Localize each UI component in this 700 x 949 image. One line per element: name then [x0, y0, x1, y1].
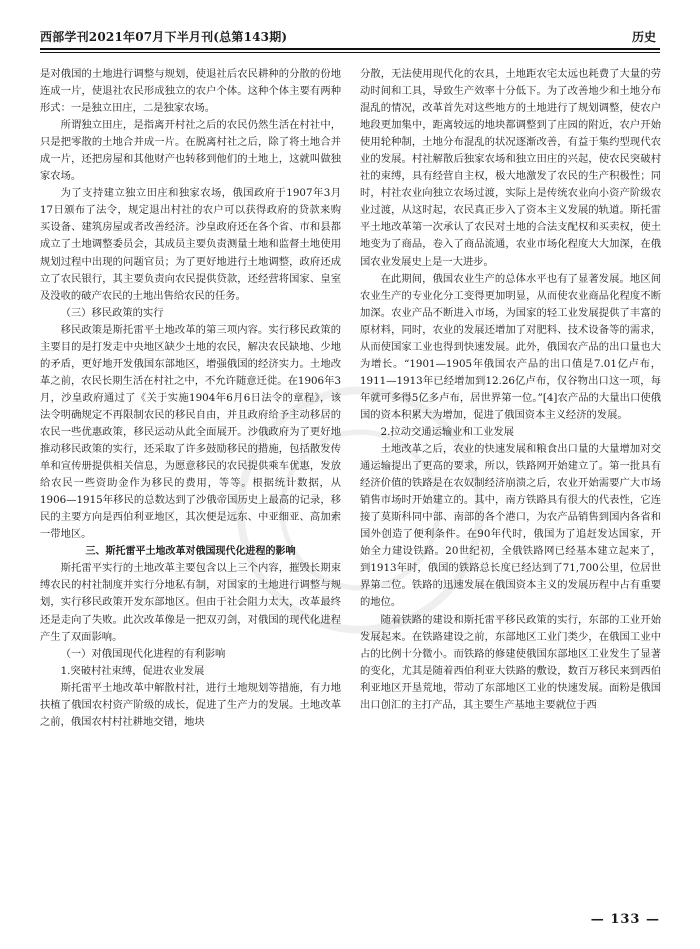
paragraph: 移民政策是斯托雷平土地改革的第三项内容。实行移民政策的主要目的是打发走中央地区缺少土地的农民，解决农民缺地、少地的矛盾，更好地开发俄国东部地区，增强俄国的经济实力。土地改革之前，农民长期生活在村社之中，不允许随意迁徙。在1906年3月，沙皇政府通过了《关于实施1904年6月6日法令的章程》，该法令明确规定不再限制农民的移民自由，并且政府给予主动移居的农民一些优惠政策，移民运动从此全面展开。沙俄政府为了更好地推动移民政策的实行，还采取了许多鼓励移民的措施，包括散发传单和宣传册提供相关信息，为愿意移民的农民提供乘车优惠，发放给农民一些资助金作为移民的费用，等等。根据统计数据，从1906—1915年移民的总数达到了沙俄帝国历史上最高的记录，移民的主要方向是西伯利亚地区，其次便是远东、中亚细亚、高加索一带地区。	[40, 323, 341, 541]
paragraph: 所谓独立田庄，是指离开村社之后的农民仍然生活在村社中，只是把零散的土地合并成一片。在脱离村社之后，除了将土地合并成一片，还把房屋和其他财产也转移到他们的土地上，这就叫做独家农场。	[40, 119, 341, 183]
paragraph-continued: 是对俄国的土地进行调整与规划，使退社后农民耕种的分散的份地连成一片，使退社农民形成独立的农户个体。这种个体主要有两种形式：一是独立田庄，二是独家农场。	[40, 68, 341, 115]
sub-subsection-heading: 2.拉动交通运输业和工业发展	[380, 425, 514, 438]
paragraph: 斯托雷平实行的土地改革主要包含以上三个内容，摧毁长期束缚农民的村社制度并实行分地私有制，对国家的土地进行调整与规划，实行移民政策开发东部地区。但由于社会阻力太大，改革最终还是走向了失败。此次改革像是一把双刃剑，对俄国的现代化进程产生了双面影响。	[40, 562, 341, 643]
sub-subsection-heading: 1.突破村社束缚，促进农业发展	[60, 664, 205, 677]
left-column	[40, 66, 341, 731]
page-number: — 133 —	[590, 912, 660, 927]
running-header	[40, 26, 660, 48]
paragraph-continued: 分散，无法使用现代化的农具，土地距农宅太远也耗费了大量的劳动时间和工具，导致生产效率十分低下。为了改善地少和土地分布混乱的情况，改革首先对这些地方的土地进行了规划调整，使农户地段更加集中，距离较远的地块都调整到了庄园的附近，农户开始使用轮种制，土地分布混乱的状况逐渐改善，有益于集约型现代农业的发展。村社解散后独家农场和独立田庄的兴起，使农民突破村社的束缚，具有经营自主权，极大地激发了农民的生产积极性；同时，村社农业向独立农场过渡，实际上是传统农业向小资产阶级农业过渡，从这时起，农民真正步入了资本主义发展的轨道。斯托雷平土地改革第一次承认了农民对土地的合法支配权和买卖权，使土地变为了商品，卷入了商品流通，农业市场化程度大大加深，在俄国农业发展史上是一大进步。	[360, 68, 661, 268]
journal-issue-line: 西部学刊2021年07月下半月刊(总第143期)	[40, 30, 288, 44]
subsection-heading: （一）对俄国现代化进程的有利影响	[60, 647, 226, 660]
paragraph: 在此期间，俄国农业生产的总体水平也有了显著发展。地区间农业生产的专业化分工变得更加明显，从而使农业商品化程度不断加深。农业产品不断进入市场，为国家的轻工业发展提供了丰富的原材料，同时，农业的发展还增加了对肥料、技术设备等的需求，从而使国家工业也得到快速发展。此外，俄国农产品的出口量也大为增长。“1901—1905年俄国农产品的出口值是7.01亿卢布，1911—1913年已经增加到12.26亿卢布，仅谷物出口这一项，每年就可多得5亿多卢布，居世界第一位。”[4]农产品的大量出口使俄国的资本积累大为增加，促进了俄国资本主义经济的发展。	[360, 272, 661, 421]
paragraph: 土地改革之后，农业的快速发展和粮食出口量的大量增加对交通运输提出了更高的要求，所以，铁路网开始建立了。第一批具有经济价值的铁路是在农奴制经济崩溃之后，农业开始需要广大市场销售市场时开始建立的。其中，南方铁路具有很大的代表性，它连接了莫斯科同中部、南部的各个港口，为农产品销售到国内各省和国外创造了便利条件。在90年代时，俄国为了追赶发达国家，开始全力建设铁路。20世纪初，全俄铁路网已经基本建立起来了，到1913年时，俄国的铁路总长度已经达到了71,700公里，位居世界第二位。铁路的迅速发展在俄国资本主义的发展历程中占有重要的地位。	[360, 443, 661, 609]
header-rule-thick	[40, 48, 660, 50]
section-label: 历史	[631, 30, 656, 44]
paragraph: 斯托雷平土地改革中解散村社，进行土地规划等措施，有力地扶植了俄国农村资产阶级的成长，促进了生产力的发展。土地改革之前，俄国农村村社耕地交错，地块	[40, 681, 341, 728]
subsection-heading: （三）移民政策的实行	[60, 306, 164, 319]
header-rule-thin	[40, 52, 660, 53]
section-heading: 三、斯托雷平土地改革对俄国现代化进程的影响	[85, 546, 296, 558]
paragraph: 随着铁路的建设和斯托雷平移民政策的实行，东部的工业开始发展起来。在铁路建设之前，东部地区工业门类少，在俄国工业中占的比例十分微小。而铁路的修建使俄国东部地区工业发生了显著的变化，尤其是随着西伯利亚大铁路的敷设，数百万移民来到西伯利亚地区开垦荒地，带动了东部地区工业的快速发展。面粉是俄国出口创汇的主打产品，其主要生产基地主要就位于西	[360, 613, 661, 711]
paragraph: 为了支持建立独立田庄和独家农场，俄国政府于1907年3月17日颁布了法令，规定退出村社的农户可以获得政府的贷款来购买设备、建筑房屋或者改善经济。沙皇政府还在各个省、市和县都成立了土地调整委员会，其成员主要负责测量土地和监督土地使用规划过程中出现的问题官员；为了更好地进行土地调整，政府还成立了农民银行，其主要负责向农民提供贷款，还经营将国家、皇室及没收的破产农民的土地出售给农民的任务。	[40, 187, 341, 302]
right-column	[360, 66, 661, 714]
